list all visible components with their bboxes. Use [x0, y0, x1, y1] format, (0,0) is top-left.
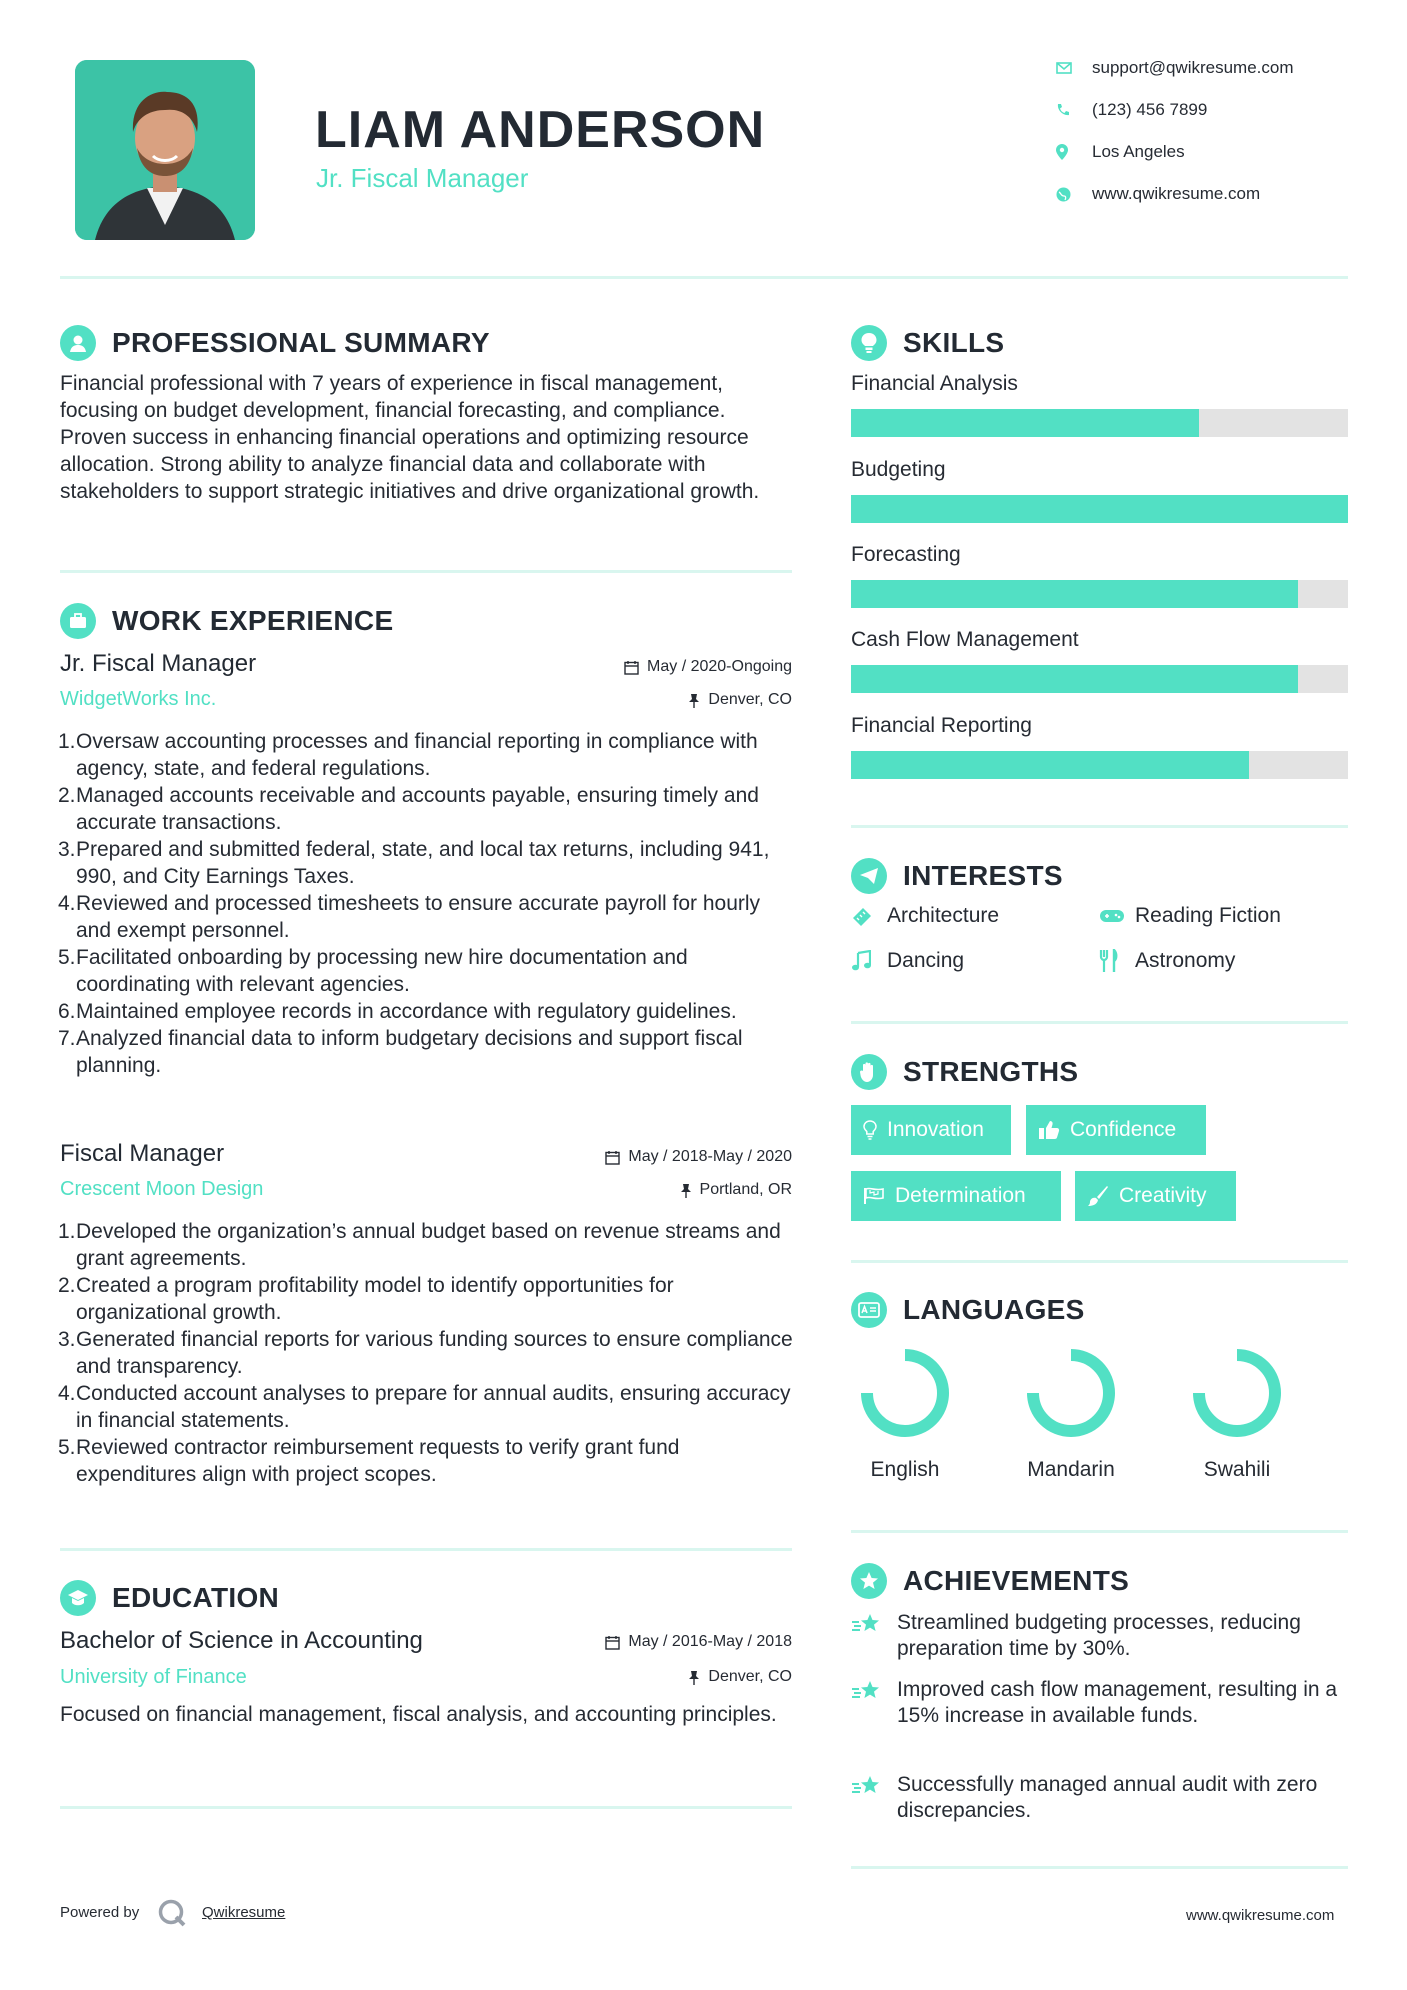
job-1-company: WidgetWorks Inc.: [60, 688, 217, 710]
qwikresume-logo-icon: [157, 1898, 187, 1933]
skill-bar-cash-flow: [851, 665, 1348, 693]
education-divider: [60, 1806, 792, 1809]
contact-location: [1056, 142, 1185, 162]
contact-email-text: support@qwikresume.com: [1092, 58, 1294, 77]
footer-url-link[interactable]: www.qwikresume.com: [1186, 1907, 1335, 1924]
fork-knife-icon: [1099, 949, 1135, 973]
language-ring-arc: [867, 1355, 943, 1431]
duty-item: 2. Created a program profitability model to identify opportunities for organizational growth.: [58, 1274, 674, 1324]
shooting-star-icon: [851, 1610, 897, 1643]
duty-item: 1. Oversaw accounting processes and financial reporting in compliance with agency, state, and federal regulations.: [58, 730, 758, 780]
language-label: Mandarin: [1027, 1458, 1115, 1481]
duty-item: 5. Reviewed contractor reimbursement requests to verify grant fund expenditures align with project scopes.: [58, 1436, 680, 1486]
calendar-icon: [605, 1635, 620, 1650]
summary-heading: PROFESSIONAL SUMMARY: [60, 325, 490, 361]
job-1-title: Jr. Fiscal Manager: [60, 650, 257, 677]
paper-plane-icon: [851, 858, 887, 894]
contact-email[interactable]: [1056, 58, 1294, 78]
duty-item: 3. Generated financial reports for various funding sources to ensure compliance and transparency.: [58, 1328, 793, 1378]
contact-website-text: www.qwikresume.com: [1092, 184, 1261, 203]
skill-bar-budgeting: [851, 495, 1348, 523]
phone-icon: [1056, 103, 1092, 117]
skill-bar-fill: [851, 751, 1249, 779]
school-name: University of Finance: [60, 1666, 247, 1688]
language-ring-arc: [1199, 1355, 1275, 1431]
skill-label: Financial Reporting: [851, 714, 1032, 737]
skill-bar-fill: [851, 409, 1199, 437]
calendar-icon: [605, 1150, 620, 1165]
powered-by-label: Powered by: [60, 1904, 140, 1921]
hand-icon: [851, 1054, 887, 1090]
strength-tag-innovation: Innovation: [851, 1105, 1011, 1155]
skill-bar-financial-reporting: [851, 751, 1348, 779]
flag-icon: [863, 1187, 885, 1205]
languages-heading: LANGUAGES: [851, 1292, 1085, 1328]
envelope-icon: [1056, 62, 1092, 74]
languages-divider: [851, 1530, 1348, 1533]
duty-item: 6. Maintained employee records in accordance with regulatory guidelines.: [58, 1000, 737, 1023]
skill-label: Cash Flow Management: [851, 628, 1079, 651]
job-2-company: Crescent Moon Design: [60, 1178, 264, 1200]
job-2-location: Portland, OR: [540, 1181, 792, 1199]
strength-tag-determination: Determination: [851, 1171, 1061, 1221]
strengths-heading: STRENGTHS: [851, 1054, 1078, 1090]
job-1-location: Denver, CO: [540, 691, 792, 709]
gamepad-icon: [1099, 909, 1135, 923]
language-label: Swahili: [1203, 1458, 1271, 1481]
summary-text: Financial professional with 7 years of experience in fiscal management, focusing on budget development, financial forecasting, and compliance. Proven success in enhancing financial operations and optimizing resource allocation. Strong ability to analyze financial data and collaborate with stakeholders to support strategic initiatives and drive organizational growth.: [60, 372, 760, 503]
skill-bar-fill: [851, 580, 1298, 608]
language-card-icon: [851, 1292, 887, 1328]
candidate-title: Jr. Fiscal Manager: [316, 163, 529, 193]
music-note-icon: [851, 950, 887, 972]
lightbulb-icon: [851, 325, 887, 361]
duty-item: 3. Prepared and submitted federal, state, and local tax returns, including 941, 990, and City Earnings Taxes.: [58, 838, 770, 888]
job-1-duties: [58, 728, 794, 1079]
skill-label: Budgeting: [851, 458, 946, 481]
calendar-icon: [624, 660, 639, 675]
experience-heading: WORK EXPERIENCE: [60, 603, 393, 639]
shooting-star-icon: [851, 1772, 897, 1805]
interest-item: Architecture: [851, 904, 999, 928]
skill-bar-forecasting: [851, 580, 1348, 608]
graduation-icon: [60, 1580, 96, 1616]
interest-item: Reading Fiction: [1099, 904, 1281, 928]
pushpin-icon: [688, 693, 700, 708]
language-label: English: [870, 1458, 940, 1481]
strength-tag-confidence: Confidence: [1026, 1105, 1206, 1155]
skills-divider: [851, 825, 1348, 828]
language-ring-mandarin: [1023, 1345, 1119, 1441]
location-pin-icon: [1056, 144, 1092, 160]
achievements-heading: ACHIEVEMENTS: [851, 1563, 1129, 1599]
achievements-divider: [851, 1866, 1348, 1869]
candidate-name: LIAM ANDERSON: [315, 101, 766, 159]
education-text: Focused on financial management, fiscal analysis, and accounting principles.: [60, 1703, 777, 1726]
pushpin-icon: [688, 1670, 700, 1685]
skill-bar-fill: [851, 665, 1298, 693]
skill-bar-financial-analysis: [851, 409, 1348, 437]
degree-title: Bachelor of Science in Accounting: [60, 1627, 423, 1654]
brush-icon: [1087, 1185, 1109, 1207]
achievement-item: Successfully managed annual audit with zero discrepancies.: [851, 1772, 1348, 1824]
shooting-star-icon: [851, 1677, 897, 1710]
interest-item: Astronomy: [1099, 949, 1235, 973]
briefcase-icon: [60, 603, 96, 639]
award-icon: [851, 1563, 887, 1599]
contact-phone-text: (123) 456 7899: [1092, 100, 1208, 119]
job-2-title: Fiscal Manager: [60, 1140, 225, 1167]
job-2-dates: May / 2018-May / 2020: [540, 1148, 792, 1166]
duty-item: 4. Conducted account analyses to prepare for annual audits, ensuring accuracy in financial statements.: [58, 1382, 791, 1432]
strengths-divider: [851, 1260, 1348, 1263]
language-ring-swahili: [1189, 1345, 1285, 1441]
education-dates: May / 2016-May / 2018: [540, 1633, 792, 1651]
duty-item: 4. Reviewed and processed timesheets to ensure accurate payroll for hourly and exempt personnel.: [58, 892, 761, 942]
globe-icon: [1056, 187, 1092, 202]
job-1-dates: May / 2020-Ongoing: [540, 658, 792, 676]
thumbs-up-icon: [1038, 1120, 1060, 1140]
skill-label: Financial Analysis: [851, 372, 1018, 395]
duty-item: 7. Analyzed financial data to inform budgetary decisions and support fiscal planning.: [58, 1027, 743, 1077]
user-icon: [60, 325, 96, 361]
skill-bar-fill: [851, 495, 1348, 523]
experience-divider: [60, 1548, 792, 1551]
header-divider: [60, 276, 1348, 279]
interest-item: Dancing: [851, 949, 964, 973]
duty-item: 1. Developed the organization’s annual budget based on revenue streams and grant agreements.: [58, 1220, 781, 1270]
language-ring-arc: [1033, 1355, 1109, 1431]
profile-photo: [75, 60, 255, 240]
duty-item: 2. Managed accounts receivable and accounts payable, ensuring timely and accurate transactions.: [58, 784, 759, 834]
achievement-item: Streamlined budgeting processes, reducing preparation time by 30%.: [851, 1610, 1348, 1662]
job-2-duties: [58, 1218, 794, 1488]
summary-divider: [60, 570, 792, 573]
education-location: Denver, CO: [540, 1668, 792, 1686]
duty-item: 5. Facilitated onboarding by processing new hire documentation and coordinating with relevant agencies.: [58, 946, 688, 996]
contact-phone[interactable]: [1056, 100, 1207, 120]
education-heading: EDUCATION: [60, 1580, 279, 1616]
language-ring-english: [857, 1345, 953, 1441]
qwikresume-link[interactable]: Qwikresume: [202, 1904, 286, 1921]
interests-heading: INTERESTS: [851, 858, 1063, 894]
contact-location-text: Los Angeles: [1092, 142, 1185, 161]
contact-website[interactable]: [1056, 184, 1260, 204]
ruler-icon: [851, 906, 887, 926]
achievement-item: Improved cash flow management, resulting in a 15% increase in available funds.: [851, 1677, 1348, 1729]
pushpin-icon: [680, 1183, 692, 1198]
interests-divider: [851, 1021, 1348, 1024]
skills-heading: SKILLS: [851, 325, 1004, 361]
lightbulb-icon: [863, 1120, 877, 1140]
skill-label: Forecasting: [851, 543, 961, 566]
strength-tag-creativity: Creativity: [1075, 1171, 1236, 1221]
